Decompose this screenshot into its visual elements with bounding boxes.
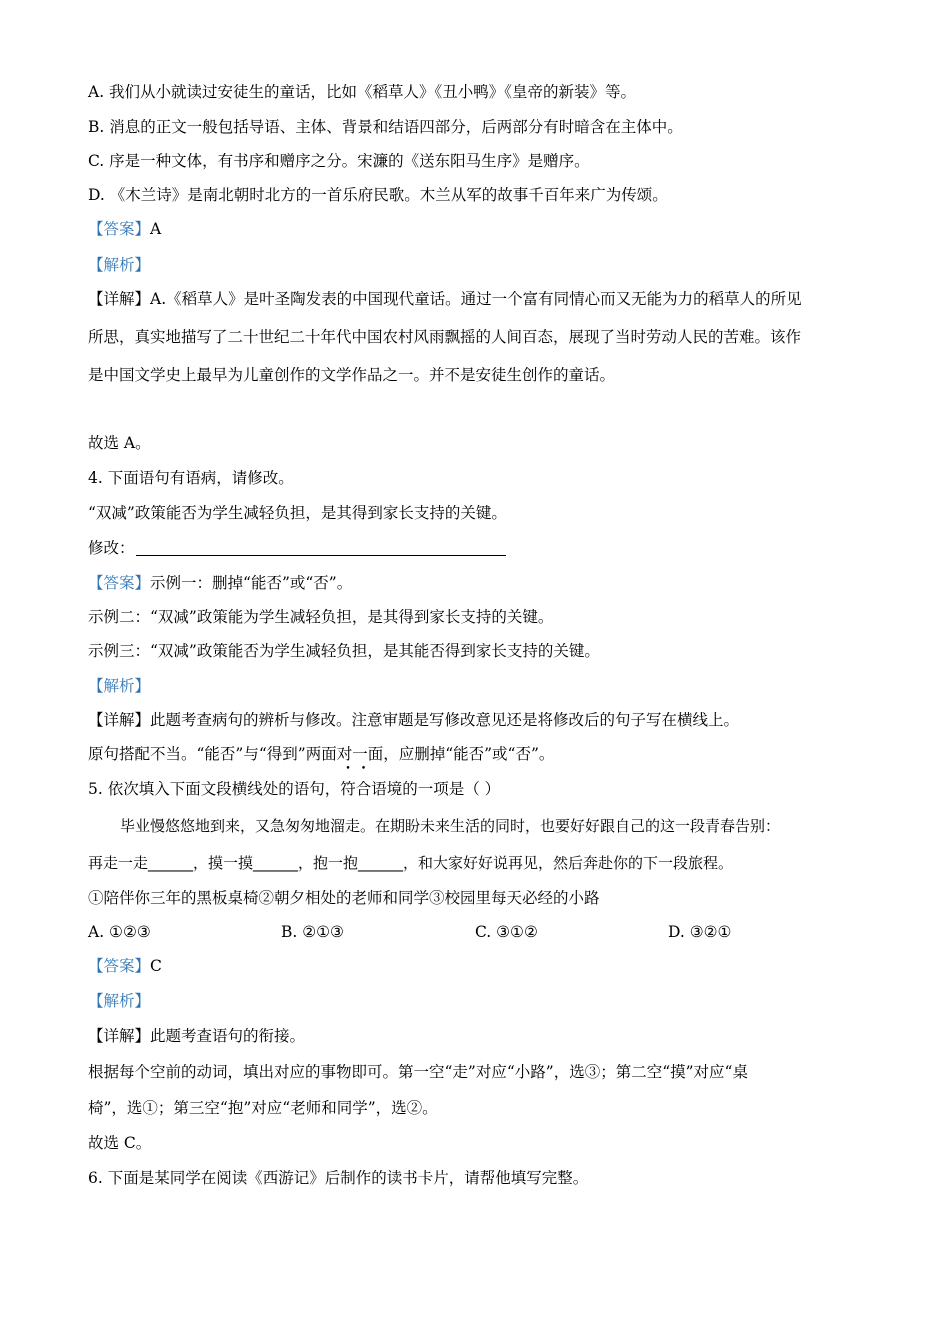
answer-tag: 【答案】 xyxy=(88,957,151,975)
q4-detail-line-2: 原句搭配不当。“能否”与“得到”两面对一面，应删掉“能否”或“否”。 xyxy=(88,745,555,763)
q5-detail-line-1 xyxy=(88,1025,305,1047)
q3-analysis-line xyxy=(88,254,150,276)
q3-option-b: B. 消息的正文一般包括导语、主体、背景和结语四部分，后两部分有时暗含在主体中。 xyxy=(88,118,683,136)
q5-title xyxy=(88,778,500,800)
q3-detail-line-3: 是中国文学史上最早为儿童创作的文学作品之一。并不是安徒生创作的童话。 xyxy=(88,366,616,384)
analysis-tag: 【解析】 xyxy=(88,992,151,1010)
q5-conclusion: 故选 C。 xyxy=(88,1134,152,1152)
q4-answer-example-3: 示例三：“双减”政策能否为学生减轻负担，是其能否得到家长支持的关键。 xyxy=(88,642,600,660)
q5-passage-line-2: 再走一走______，摸一摸______，抱一抱______，和大家好好说再见，然后奔赴你的下一段旅程。 xyxy=(88,854,734,872)
analysis-tag: 【解析】 xyxy=(88,256,151,274)
q5-analysis-line xyxy=(88,990,150,1012)
detail-tag: 【详解】 xyxy=(88,1027,151,1045)
q5-option-c: C. ③①② xyxy=(475,923,538,941)
q3-option-c: C. 序是一种文体，有书序和赠序之分。宋濂的《送东阳马生序》是赠序。 xyxy=(88,152,590,170)
q5-detail-line-3: 椅”，选①；第三空“抱”对应“老师和同学”，选②。 xyxy=(88,1099,438,1117)
q5-option-b: B. ②①③ xyxy=(281,923,344,941)
answer-text: 示例一：删掉“能否”或“否”。 xyxy=(150,574,353,592)
q5-option-a: A. ①②③ xyxy=(88,923,151,941)
q4-title: 4. 下面语句有语病，请修改。 xyxy=(88,469,294,487)
q4-fix-label: 修改： xyxy=(88,539,135,557)
answer-tag: 【答案】 xyxy=(88,220,151,238)
answer-value: A xyxy=(150,220,162,238)
q4-detail-line-1 xyxy=(88,709,739,731)
q4-sentence: “双减”政策能否为学生减轻负担，是其得到家长支持的关键。 xyxy=(88,504,507,522)
q3-option-a: A. 我们从小就读过安徒生的童话，比如《稻草人》《丑小鸭》《皇帝的新装》等。 xyxy=(88,83,637,101)
q4-analysis-line xyxy=(88,675,150,697)
answer-tag: 【答案】 xyxy=(88,574,151,592)
q3-answer-line xyxy=(88,218,161,240)
q5-passage-line-1: 毕业慢悠悠地到来，又急匆匆地溜走。在期盼未来生活的同时，也要好好跟自己的这一段青春告别： xyxy=(120,817,781,835)
q5-title-post: 语境的一项是（ ） xyxy=(371,780,501,798)
analysis-tag: 【解析】 xyxy=(88,677,151,695)
q5-title-pre: 5. 依次填入下面文段横线处的语句， xyxy=(88,780,341,798)
q3-detail-line-2: 所思，真实地描写了二十世纪二十年代中国农村风雨飘摇的人间百态，展现了当时劳动人民的苦难。该作 xyxy=(88,328,802,346)
answer-value: C xyxy=(150,957,162,975)
detail-text: A.《稻草人》是叶圣陶发表的中国现代童话。通过一个富有同情心而又无能为力的稻草人的所见 xyxy=(150,290,802,308)
q5-option-d: D. ③②① xyxy=(668,923,732,941)
q3-option-d: D. 《木兰诗》是南北朝时北方的一首乐府民歌。木兰从军的故事千百年来广为传颂。 xyxy=(88,186,668,204)
q6-title: 6. 下面是某同学在阅读《西游记》后制作的读书卡片，请帮他填写完整。 xyxy=(88,1169,589,1187)
q5-answer-line xyxy=(88,955,162,977)
emphasis-char: 符 xyxy=(340,780,356,798)
q4-answer-line xyxy=(88,572,352,594)
detail-text: 此题考查语句的衔接。 xyxy=(150,1027,306,1045)
q3-detail-line-1 xyxy=(88,288,802,310)
emphasis-char: 合 xyxy=(355,780,372,798)
detail-text: 此题考查病句的辨析与修改。注意审题是写修改意见还是将修改后的句子写在横线上。 xyxy=(150,711,740,729)
q4-fix-blank xyxy=(136,555,506,556)
q5-detail-line-2: 根据每个空前的动词，填出对应的事物即可。第一空“走”对应“小路”，选③；第二空“摸”对应“桌 xyxy=(88,1063,748,1081)
q4-answer-example-2: 示例二：“双减”政策能为学生减轻负担，是其得到家长支持的关键。 xyxy=(88,608,554,626)
detail-tag: 【详解】 xyxy=(88,711,151,729)
q3-conclusion: 故选 A。 xyxy=(88,434,151,452)
q5-items: ①陪伴你三年的黑板桌椅②朝夕相处的老师和同学③校园里每天必经的小路 xyxy=(88,889,600,907)
detail-tag: 【详解】 xyxy=(88,290,151,308)
